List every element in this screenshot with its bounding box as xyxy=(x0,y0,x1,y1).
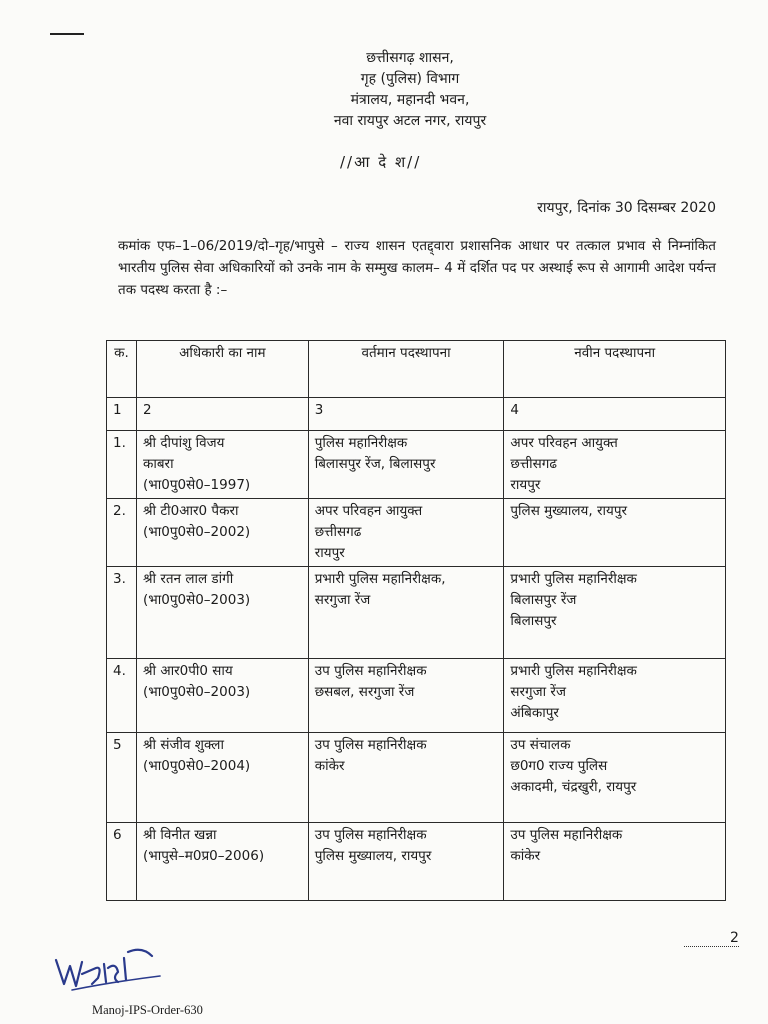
posting-line: उप पुलिस महानिरीक्षक xyxy=(314,663,427,679)
posting-line: उप संचालक xyxy=(510,737,571,753)
row-sno: 6 xyxy=(107,823,137,901)
row-new-posting xyxy=(504,431,726,499)
margin-dash xyxy=(50,33,84,35)
posting-line: पुलिस मुख्यालय, रायपुर xyxy=(510,503,628,519)
posting-line: प्रभारी पुलिस महानिरीक्षक, xyxy=(314,571,446,587)
table-header-row xyxy=(107,341,726,398)
row-officer-name xyxy=(136,659,308,733)
row-current-posting xyxy=(308,659,504,733)
header-sno: क. xyxy=(107,341,137,398)
row-current-posting xyxy=(308,431,504,499)
row-current-posting xyxy=(308,823,504,901)
name-line: (भा0पु0से0–2002) xyxy=(142,524,251,540)
posting-line: अपर परिवहन आयुक्त xyxy=(314,503,423,519)
row-sno: 4. xyxy=(107,659,137,733)
row-current-posting xyxy=(308,567,504,659)
handwritten-signature xyxy=(52,938,172,994)
letterhead-line-department: गृह (पुलिस) विभाग xyxy=(360,71,460,87)
name-line: श्री टी0आर0 पैकरा xyxy=(142,503,239,519)
row-new-posting xyxy=(504,733,726,823)
footer-reference: Manoj-IPS-Order-630 xyxy=(92,1003,203,1017)
column-number-row xyxy=(107,398,726,431)
posting-line: बिलासपुर xyxy=(510,613,557,629)
posting-line: बिलासपुर रेंज, बिलासपुर xyxy=(314,456,436,472)
row-sno: 3. xyxy=(107,567,137,659)
row-officer-name xyxy=(136,733,308,823)
posting-line: छसबल, सरगुजा रेंज xyxy=(314,684,415,700)
order-title: //आ दे श// xyxy=(340,153,422,171)
column-number: 4 xyxy=(504,398,726,431)
posting-line: रायपुर xyxy=(510,477,541,493)
row-new-posting xyxy=(504,567,726,659)
table-row xyxy=(107,431,726,499)
posting-line: प्रभारी पुलिस महानिरीक्षक xyxy=(510,571,637,587)
table-row xyxy=(107,659,726,733)
row-officer-name xyxy=(136,823,308,901)
posting-line: उप पुलिस महानिरीक्षक xyxy=(314,827,427,843)
name-line: (भा0पु0से0–2003) xyxy=(142,592,251,608)
posting-line: सरगुजा रेंज xyxy=(314,592,371,608)
posting-line: अपर परिवहन आयुक्त xyxy=(510,435,618,451)
name-line: श्री संजीव शुक्ला xyxy=(142,737,224,753)
name-line: (भा0पु0से0–2004) xyxy=(142,758,251,774)
row-new-posting xyxy=(504,659,726,733)
posting-line: रायपुर xyxy=(314,545,345,561)
name-line: श्री रतन लाल डांगी xyxy=(142,571,234,587)
posting-line: सरगुजा रेंज xyxy=(510,684,566,700)
column-number: 3 xyxy=(308,398,504,431)
table-row xyxy=(107,733,726,823)
row-officer-name xyxy=(136,567,308,659)
posting-line: कांकेर xyxy=(510,848,541,864)
row-sno: 5 xyxy=(107,733,137,823)
row-officer-name xyxy=(136,499,308,567)
posting-line: उप पुलिस महानिरीक्षक xyxy=(510,827,623,843)
name-line: श्री विनीत खन्ना xyxy=(142,827,217,843)
row-sno: 2. xyxy=(107,499,137,567)
table-row xyxy=(107,567,726,659)
header-officer-name: अधिकारी का नाम xyxy=(136,341,308,398)
row-new-posting xyxy=(504,499,726,567)
posting-line: प्रभारी पुलिस महानिरीक्षक xyxy=(510,663,637,679)
page-number: 2 xyxy=(684,930,739,947)
column-number: 1 xyxy=(107,398,137,431)
posting-line: छत्तीसगढ xyxy=(314,524,362,540)
row-sno: 1. xyxy=(107,431,137,499)
name-line: (भा0पु0से0–1997) xyxy=(142,477,251,493)
posting-line: छ0ग0 राज्य पुलिस xyxy=(510,758,608,774)
name-line: काबरा xyxy=(142,456,174,472)
header-current-posting: वर्तमान पदस्थापना xyxy=(308,341,504,398)
posting-line: उप पुलिस महानिरीक्षक xyxy=(314,737,427,753)
header-new-posting: नवीन पदस्थापना xyxy=(504,341,726,398)
letterhead-line-city: नवा रायपुर अटल नगर, रायपुर xyxy=(333,113,487,129)
posting-line: कांकेर xyxy=(314,758,345,774)
letterhead xyxy=(280,48,540,132)
posting-line: छत्तीसगढ xyxy=(510,456,557,472)
name-line: श्री दीपांशु विजय xyxy=(142,435,225,451)
name-line: श्री आर0पी0 साय xyxy=(142,663,233,679)
order-date: रायपुर, दिनांक 30 दिसम्बर 2020 xyxy=(537,200,716,216)
table-row xyxy=(107,823,726,901)
row-current-posting xyxy=(308,499,504,567)
table-row xyxy=(107,499,726,567)
name-line: (भापुसे–म0प्र0–2006) xyxy=(142,848,265,864)
posting-table xyxy=(106,340,726,901)
row-new-posting xyxy=(504,823,726,901)
column-number: 2 xyxy=(136,398,308,431)
row-current-posting xyxy=(308,733,504,823)
posting-line: अंबिकापुर xyxy=(510,705,559,721)
posting-line: पुलिस मुख्यालय, रायपुर xyxy=(314,848,432,864)
posting-line: पुलिस महानिरीक्षक xyxy=(314,435,408,451)
letterhead-line-state: छत्तीसगढ़ शासन, xyxy=(366,50,454,66)
row-officer-name xyxy=(136,431,308,499)
posting-line: बिलासपुर रेंज xyxy=(510,592,577,608)
letterhead-line-building: मंत्रालय, महानदी भवन, xyxy=(350,92,470,108)
posting-line: अकादमी, चंद्रखुरी, रायपुर xyxy=(510,779,637,795)
name-line: (भा0पु0से0–2003) xyxy=(142,684,251,700)
order-body-text: कमांक एफ–1–06/2019/दो–गृह/भापुसे – राज्य शासन एतद्द्वारा प्रशासनिक आधार पर तत्काल प्रभाव से निम्नांकित भारतीय पुलिस सेवा अधिकारियों को उनके नाम के सम्मुख कालम– 4 में दर्शित पद पर अस्थाई रूप से आगामी आदेश पर्यन्त तक पदस्थ करता है :– xyxy=(118,238,716,298)
